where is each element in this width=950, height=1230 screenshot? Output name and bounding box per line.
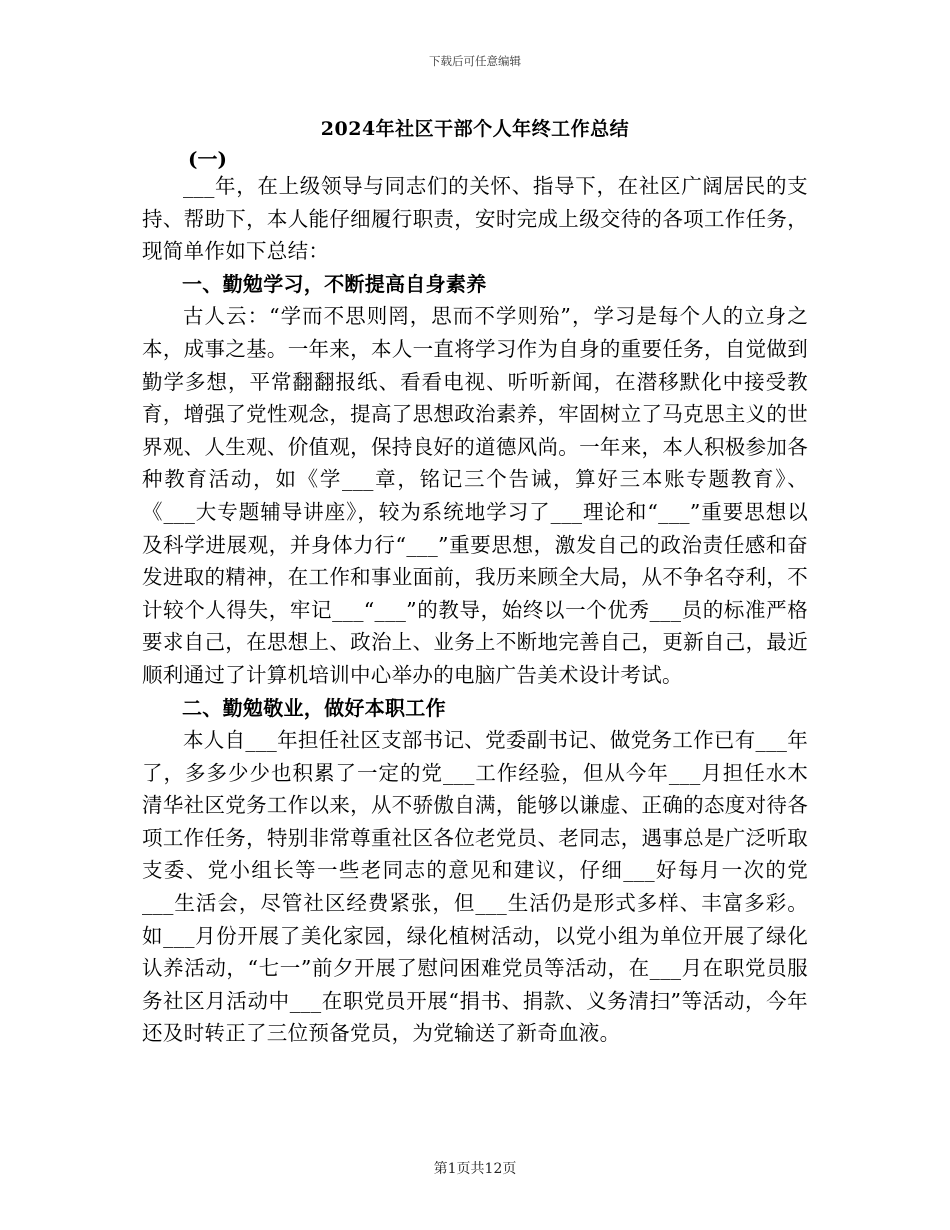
intro-paragraph: ___年，在上级领导与同志们的关怀、指导下，在社区广阔居民的支持、帮助下，本人能仔细履行职责，安时完成上级交待的各项工作任务，现简单作如下总结： (142, 174, 808, 264)
header-note: 下载后可任意编辑 (429, 54, 521, 68)
section-1-heading: 一、勤勉学习，不断提高自身素养 (182, 271, 487, 296)
section-2-heading: 二、勤勉敬业，做好本职工作 (182, 695, 446, 720)
section-2-paragraph: 本人自___年担任社区支部书记、党委副书记、做党务工作已有___年了，多多少少也积累了一定的党___工作经验，但从今年___月担任水木清华社区党务工作以来，从不骄傲自满，能够以谦虚、正确的态度对待各项工作任务，特别非常尊重社区各位老党员、老同志，遇事总是广泛听取支委、党小组长等一些老同志的意见和建议，仔细___好每月一次的党___生活会，尽管社区经费紧张，但___生活仍是形式多样、丰富多彩。如___月份开展了美化家园，绿化植树活动，以党小组为单位开展了绿化认养活动，“七一”前夕开展了慰问困难党员等活动，在___月在职党员服务社区月活动中___在职党员开展“捐书、捐款、义务清扫”等活动，今年还及时转正了三位预备党员，为党输送了新奇血液。 (142, 728, 808, 1046)
document-title: 2024年社区干部个人年终工作总结 (320, 118, 630, 140)
part-label: (一) (188, 147, 227, 171)
section-1-paragraph: 古人云：“学而不思则罔，思而不学则殆”，学习是每个人的立身之本，成事之基。一年来，本人一直将学习作为自身的重要任务，自觉做到勤学多想，平常翻翻报纸、看看电视、听听新闻，在潜移默化中接受教育，增强了党性观念，提高了思想政治素养，牢固树立了马克思主义的世界观、人生观、价值观，保持良好的道德风尚。一年来，本人积极参加各种教育活动，如《学___章，铭记三个告诫，算好三本账专题教育》、《___大专题辅导讲座》，较为系统地学习了___理论和“___”重要思想以及科学进展观，并身体力行“___”重要思想，激发自己的政治责任感和奋发进取的精神，在工作和事业面前，我历来顾全大局，从不争名夺利，不计较个人得失，牢记___“___”的教导，始终以一个优秀___员的标准严格要求自己，在思想上、政治上、业务上不断地完善自己，更新自己，最近顺利通过了计算机培训中心举办的电脑广告美术设计考试。 (142, 304, 808, 687)
page-number-footer: 第1页共12页 (433, 1161, 517, 1177)
document-body (142, 170, 808, 1050)
